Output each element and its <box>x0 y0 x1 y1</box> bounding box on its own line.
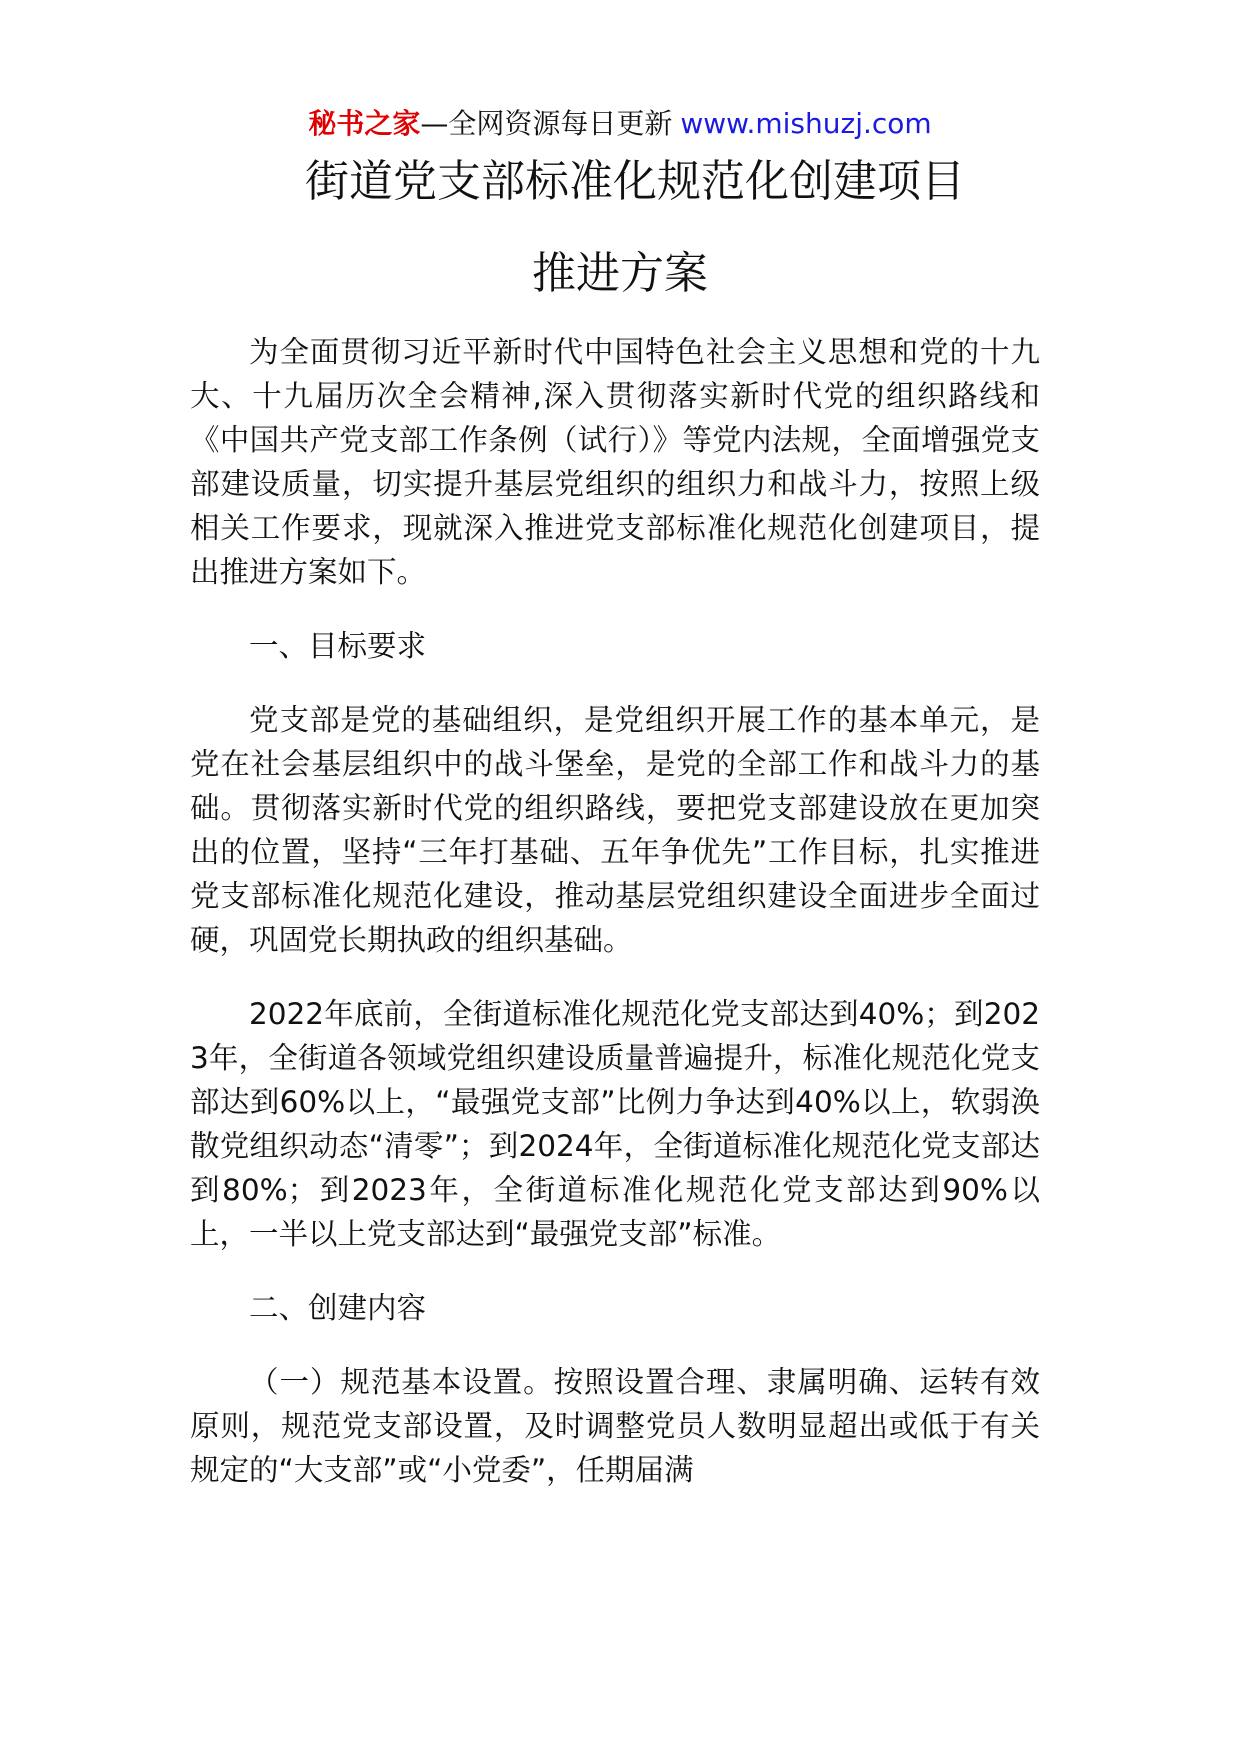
document-title-line-2: 推进方案 <box>532 248 708 299</box>
content-paragraph-1: （一）规范基本设置。按照设置合理、隶属明确、运转有效原则，规范党支部设置，及时调整党员人数明显超出或低于有关规定的“大支部”或“小党委”，任期届满 <box>190 1365 1040 1487</box>
document-body <box>190 330 1040 1492</box>
intro-paragraph: 为全面贯彻习近平新时代中国特色社会主义思想和党的十九大、十九届历次全会精神,深入贯彻落实新时代党的组织路线和《中国共产党支部工作条例（试行）》等党内法规，全面增强党支部建设质量，切实提升基层党组织的组织力和战斗力，按照上级相关工作要求，现就深入推进党支部标准化规范化创建项目，提出推进方案如下。 <box>190 335 1040 589</box>
header-tagline: —全网资源每日更新 <box>420 107 673 140</box>
site-header-banner <box>0 104 1240 144</box>
section-heading-content: 二、创建内容 <box>249 1291 427 1325</box>
brand-name: 秘书之家 <box>308 107 421 140</box>
document-title-line-1: 街道党支部标准化规范化创建项目 <box>305 156 965 207</box>
site-url-link[interactable]: www.mishuzj.com <box>680 107 932 140</box>
goals-paragraph-1: 党支部是党的基础组织，是党组织开展工作的基本单元，是党在社会基层组织中的战斗堡垒，是党的全部工作和战斗力的基础。贯彻落实新时代党的组织路线，要把党支部建设放在更加突出的位置，坚持“三年打基础、五年争优先”工作目标，扎实推进党支部标准化规范化建设，推动基层党组织建设全面进步全面过硬，巩固党长期执政的组织基础。 <box>190 703 1040 957</box>
section-heading-goals: 一、目标要求 <box>249 629 427 663</box>
goals-paragraph-2: 2022年底前，全街道标准化规范化党支部达到40%；到2023年，全街道各领域党组织建设质量普遍提升，标准化规范化党支部达到60%以上，“最强党支部”比例力争达到40%以上，软弱涣散党组织动态“清零”；到2024年，全街道标准化规范化党支部达到80%；到2023年，全街道标准化规范化党支部达到90%以上，一半以上党支部达到“最强党支部”标准。 <box>190 997 1040 1251</box>
